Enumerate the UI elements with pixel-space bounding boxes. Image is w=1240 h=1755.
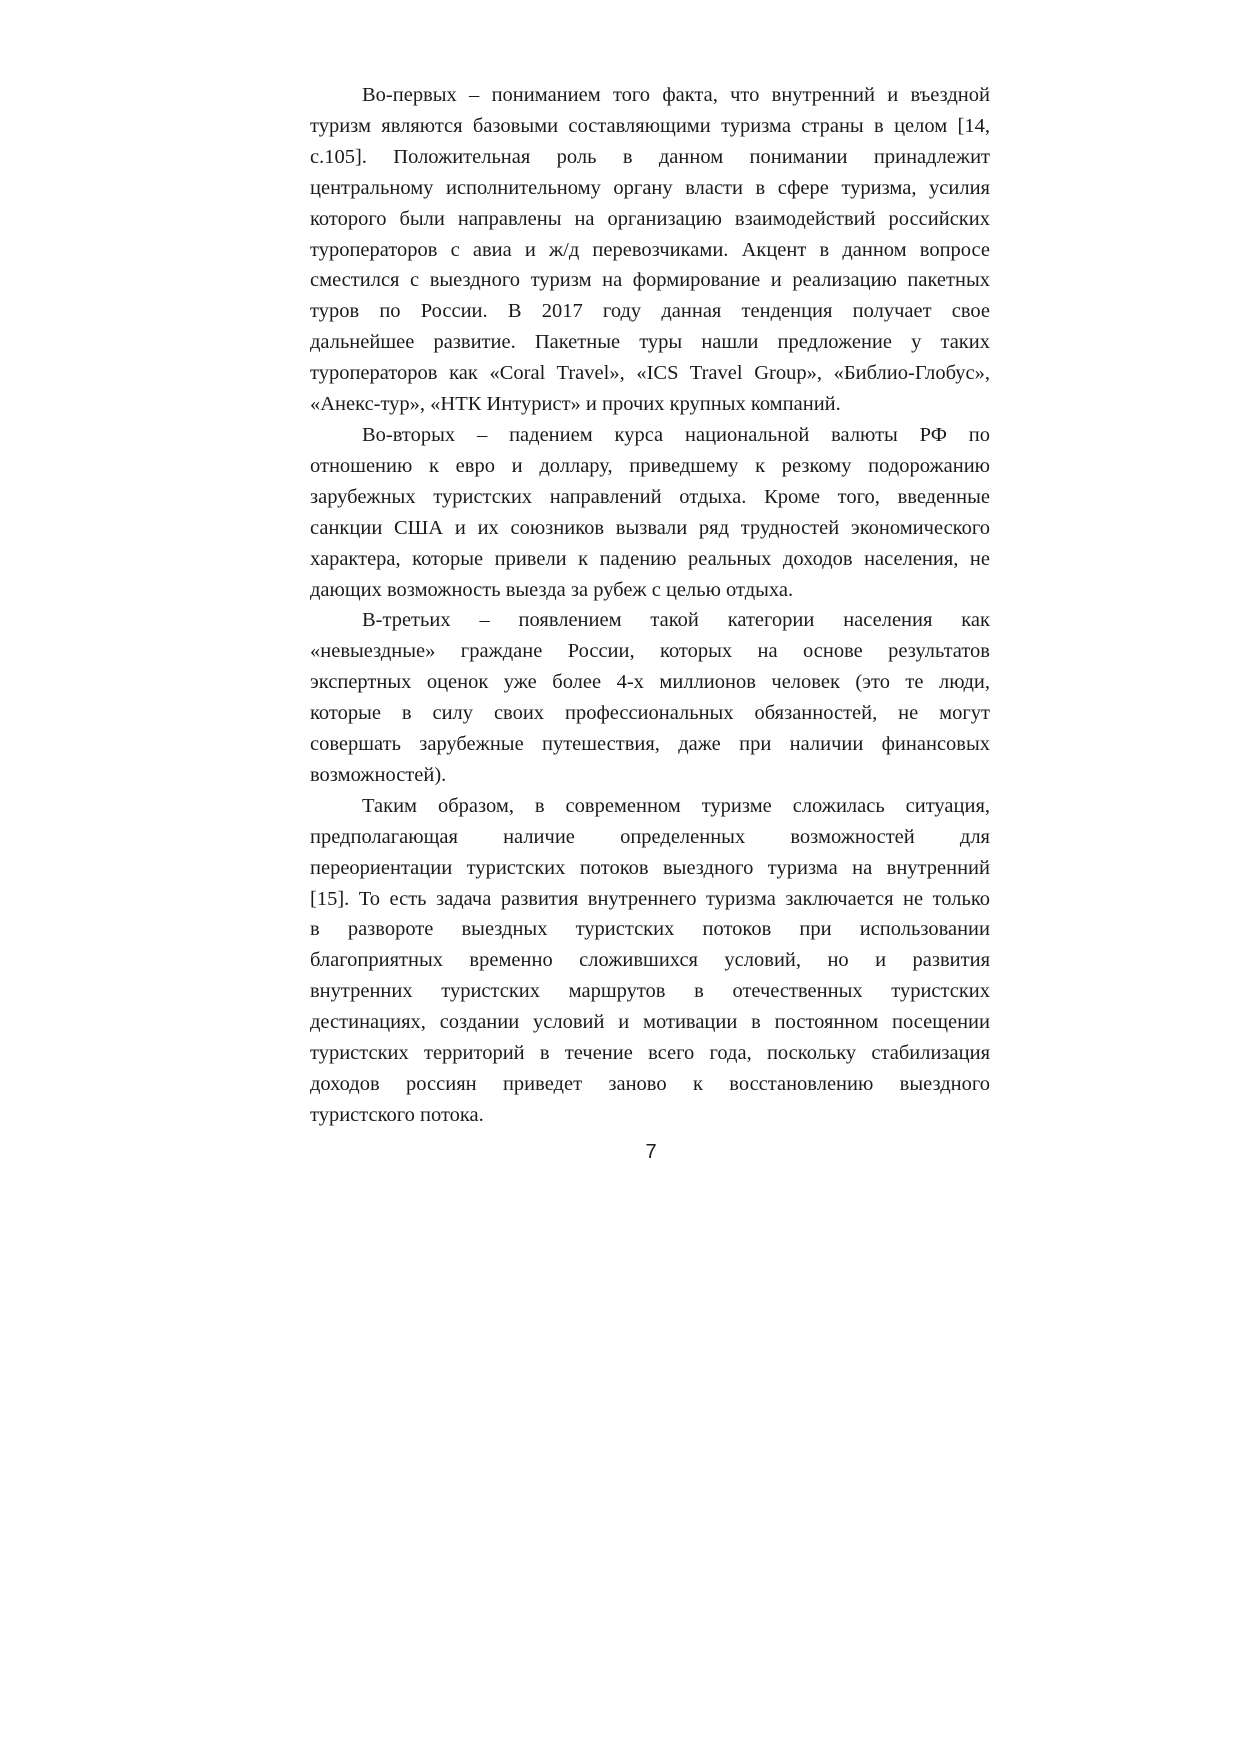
text-line: зарубежных туристских направлений отдыха. Кроме того, введенные — [310, 485, 990, 508]
text-line: санкции США и их союзников вызвали ряд трудностей экономического — [310, 516, 990, 539]
text-line: которые в силу своих профессиональных обязанностей, не могут — [310, 702, 990, 725]
text-line: «невыездные» граждане России, которых на основе результатов — [310, 640, 990, 663]
text-line: туристского потока. — [310, 1103, 484, 1126]
text-line: в развороте выездных туристских потоков при использовании — [310, 918, 990, 941]
text-line: с.105]. Положительная роль в данном понимании принадлежит — [310, 145, 990, 168]
text-line: туров по России. В 2017 году данная тенденция получает свое — [310, 300, 990, 323]
text-line: Во-вторых – падением курса национальной валюты РФ по — [362, 423, 990, 446]
text-line: туризм являются базовыми составляющими туризма страны в целом [14, — [310, 114, 990, 137]
text-line: туроператоров как «Coral Travel», «ICS Travel Group», «Библио-Глобус», — [310, 362, 990, 385]
page-number: 7 — [645, 1141, 657, 1163]
paragraph-4 — [310, 791, 990, 1131]
text-line: туристских территорий в течение всего года, поскольку стабилизация — [310, 1042, 990, 1065]
text-line: В-третьих – появлением такой категории населения как — [362, 609, 990, 632]
text-line: доходов россиян приведет заново к восстановлению выездного — [310, 1073, 990, 1095]
text-line: «Анекс-тур», «НТК Интурист» и прочих крупных компаний. — [310, 393, 841, 416]
text-line: дальнейшее развитие. Пакетные туры нашли предложение у таких — [310, 331, 990, 354]
text-line: центральному исполнительному органу власти в сфере туризма, усилия — [310, 176, 990, 199]
paragraph-2 — [310, 420, 990, 605]
text-line: сместился с выездного туризм на формирование и реализацию пакетных — [310, 269, 990, 292]
text-line: экспертных оценок уже более 4-х миллионов человек (это те люди, — [310, 671, 990, 694]
text-line: благоприятных временно сложившихся условий, но и развития — [310, 949, 990, 972]
text-line: внутренних туристских маршрутов в отечественных туристских — [310, 980, 990, 1003]
text-line: возможностей). — [310, 763, 447, 786]
text-line: характера, которые привели к падению реальных доходов населения, не — [310, 547, 990, 570]
text-line: [15]. То есть задача развития внутреннего туризма заключается не только — [310, 887, 990, 910]
text-line: дающих возможность выезда за рубеж с целью отдыха. — [310, 578, 794, 601]
text-line: Таким образом, в современном туризме сложилась ситуация, — [362, 794, 990, 817]
text-line: которого были направлены на организацию взаимодействий российских — [310, 207, 990, 230]
text-line: туроператоров с авиа и ж/д перевозчиками. Акцент в данном вопросе — [310, 238, 990, 261]
text-line: дестинациях, создании условий и мотивации в постоянном посещении — [310, 1011, 990, 1034]
text-line: отношению к евро и доллару, приведшему к резкому подорожанию — [310, 454, 990, 477]
paragraph-1 — [310, 80, 990, 420]
paragraph-3 — [310, 605, 990, 790]
body-text — [310, 80, 990, 1131]
text-line: совершать зарубежные путешествия, даже при наличии финансовых — [310, 733, 990, 756]
text-line: Во-первых – пониманием того факта, что внутренний и въездной — [362, 84, 990, 106]
text-line: предполагающая наличие определенных возможностей для — [310, 825, 990, 848]
text-line: переориентации туристских потоков выездного туризма на внутренний — [310, 856, 990, 879]
